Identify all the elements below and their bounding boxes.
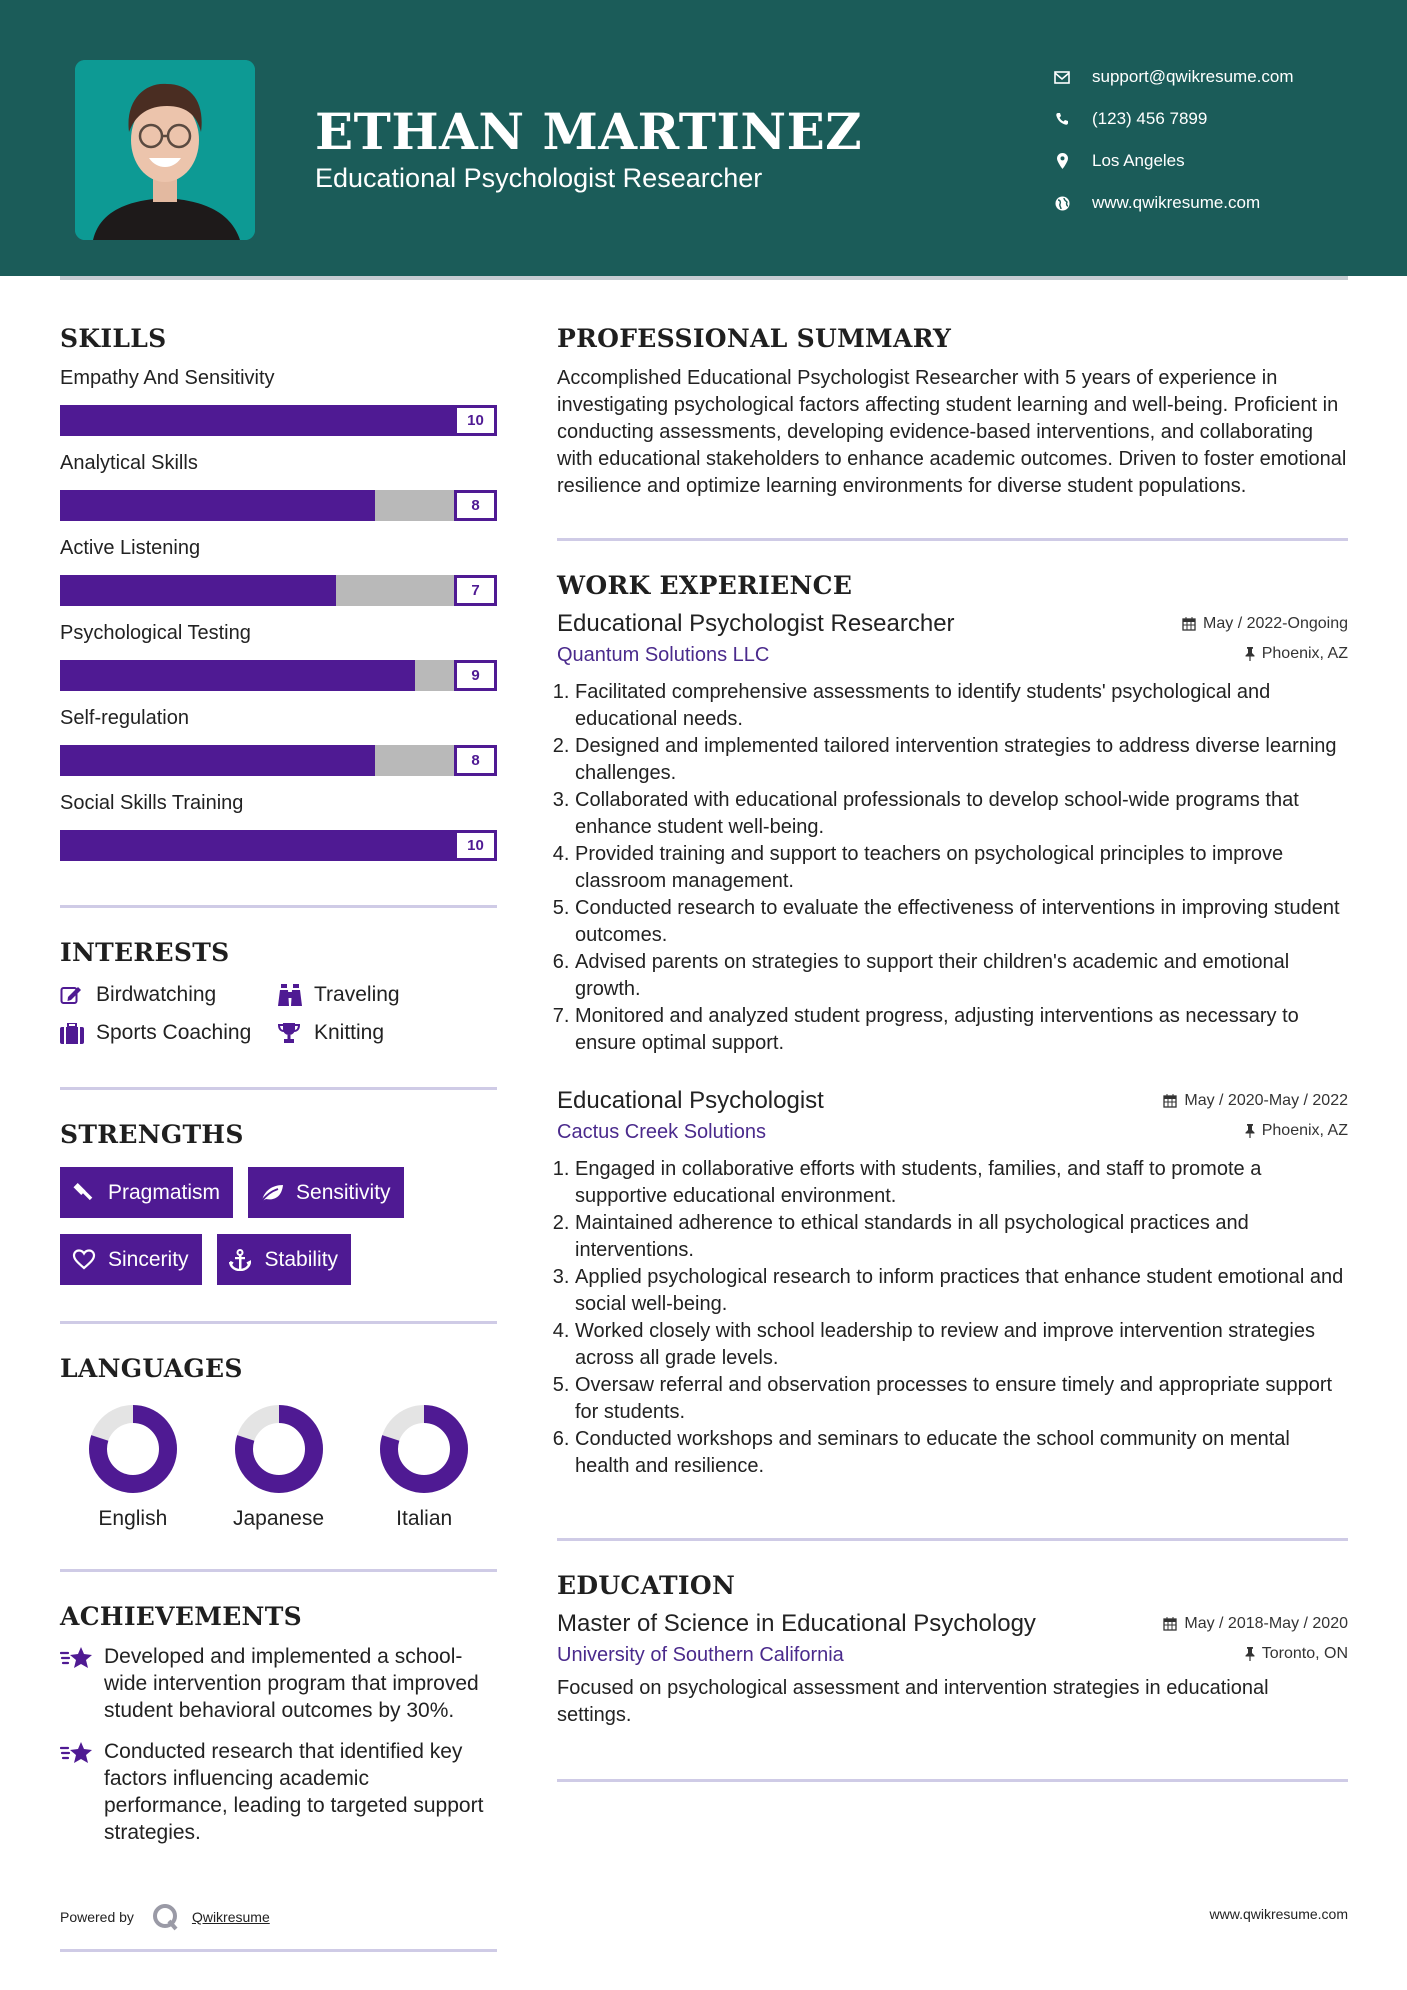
job-duties-list: [557, 679, 1348, 1057]
job-entry: [557, 1087, 1348, 1480]
skill-bar-fill: [60, 745, 375, 776]
job-header: [557, 1087, 1348, 1115]
header-divider: [60, 276, 1348, 280]
skill-bar-fill: [60, 575, 336, 606]
job-entry: [557, 610, 1348, 1057]
language-donut-chart: [235, 1405, 323, 1493]
languages-heading: LANGUAGES: [60, 1354, 243, 1383]
duty-item: 5. Oversaw referral and observation processes to ensure timely and appropriate support for students.: [575, 1372, 1348, 1426]
phone-icon: [1050, 112, 1074, 126]
strength-badge: [60, 1234, 202, 1285]
duty-item: 4. Provided training and support to teachers on psychological principles to improve classroom management.: [575, 841, 1348, 895]
education-date: [1163, 1615, 1348, 1633]
skill-label: Self-regulation: [60, 707, 189, 729]
achievement-item: [60, 1738, 497, 1846]
section-divider: [60, 905, 497, 908]
strengths-heading: STRENGTHS: [60, 1120, 244, 1149]
interests-heading: INTERESTS: [60, 938, 230, 967]
education-subheader: [557, 1644, 1348, 1667]
language-donut-chart: [380, 1405, 468, 1493]
section-divider: [60, 1949, 497, 1952]
skill-bar-fill: [60, 660, 415, 691]
job-date-text: May / 2020-May / 2022: [1184, 1092, 1348, 1109]
work-section: [557, 571, 1348, 1541]
summary-heading: PROFESSIONAL SUMMARY: [557, 324, 952, 353]
job-location: [1245, 645, 1348, 663]
strength-label: Stability: [264, 1247, 339, 1271]
strength-label: Sincerity: [108, 1247, 189, 1271]
strength-badge: [248, 1167, 404, 1218]
strength-label: Sensitivity: [296, 1180, 391, 1204]
skill-bar-fill: [60, 490, 375, 521]
work-heading: WORK EXPERIENCE: [557, 571, 853, 600]
strengths-section: [60, 1120, 497, 1324]
binoculars-icon: [278, 984, 304, 1006]
job-duties-list: [557, 1156, 1348, 1480]
interest-item: [278, 983, 478, 1007]
achievements-section: [60, 1602, 497, 1846]
map-marker-icon: [1050, 153, 1074, 169]
pushpin-icon: [1245, 1124, 1255, 1138]
interest-label: Sports Coaching: [96, 1021, 252, 1044]
duty-item: 3. Collaborated with educational professionals to develop school-wide programs that enhance student well-being.: [575, 787, 1348, 841]
section-divider: [60, 1087, 497, 1090]
job-title: Educational Psychologist Researcher: [557, 610, 955, 637]
company-name: Quantum Solutions LLC: [557, 644, 770, 666]
skill-label: Active Listening: [60, 537, 201, 559]
achievement-text: Developed and implemented a school-wide intervention program that improved student behavioral outcomes by 30%.: [104, 1645, 479, 1722]
duty-item: 4. Worked closely with school leadership to review and improve intervention strategies across all grade levels.: [575, 1318, 1348, 1372]
strength-badge: [60, 1167, 233, 1218]
languages-list: [60, 1405, 497, 1531]
job-header: [557, 610, 1348, 638]
contact-list: [1050, 56, 1294, 224]
leaf-icon: [260, 1183, 286, 1203]
contact-location-text: Los Angeles: [1092, 151, 1185, 170]
job-title: Educational Psychologist: [557, 1087, 824, 1114]
language-item: [206, 1405, 352, 1531]
interest-item: [60, 1021, 278, 1045]
contact-phone-text: (123) 456 7899: [1092, 109, 1208, 128]
education-header: [557, 1610, 1348, 1638]
qwikresume-logo-icon: [152, 1903, 180, 1931]
language-label: Italian: [396, 1507, 453, 1530]
section-divider: [557, 1538, 1348, 1541]
job-subheader: [557, 1121, 1348, 1144]
education-date-text: May / 2018-May / 2020: [1184, 1615, 1348, 1632]
contact-location: [1050, 140, 1294, 182]
skill-score: 7: [454, 575, 497, 606]
contact-phone[interactable]: [1050, 98, 1294, 140]
globe-icon: [1050, 196, 1074, 211]
education-location: [1245, 1645, 1348, 1663]
job-location-text: Phoenix, AZ: [1261, 645, 1348, 662]
summary-text: Accomplished Educational Psychologist Researcher with 5 years of experience in investigating psychological factors affecting student learning and well-being. Proficient in conducting assessments, developing evidence-based interventions, and collaborating with educational stakeholders to enhance academic outcomes. Driven to foster emotional resilience and optimize learning environments for diverse student populations.: [557, 367, 1347, 497]
edit-icon: [60, 985, 86, 1005]
language-donut-chart: [89, 1405, 177, 1493]
skill-bar: [60, 490, 497, 521]
achievements-heading: ACHIEVEMENTS: [60, 1602, 302, 1631]
calendar-icon: [1182, 617, 1196, 631]
skill-label: Social Skills Training: [60, 792, 244, 814]
duty-item: 1. Facilitated comprehensive assessments to identify students' psychological and educational needs.: [575, 679, 1348, 733]
section-divider: [557, 538, 1348, 541]
right-column: [557, 320, 1348, 1782]
duty-item: 2. Designed and implemented tailored intervention strategies to address diverse learning challenges.: [575, 733, 1348, 787]
duty-item: 5. Conducted research to evaluate the effectiveness of interventions in improving student outcomes.: [575, 895, 1348, 949]
candidate-title: Educational Psychologist Researcher: [315, 163, 763, 193]
interest-label: Traveling: [314, 983, 400, 1006]
skills-list: [60, 363, 497, 861]
skill-score: 9: [454, 660, 497, 691]
interest-label: Knitting: [314, 1021, 385, 1044]
section-divider: [60, 1321, 497, 1324]
qwikresume-link[interactable]: Qwikresume: [191, 1909, 270, 1925]
skills-section: [60, 324, 497, 908]
envelope-icon: [1050, 71, 1074, 84]
contact-website-text: www.qwikresume.com: [1092, 193, 1261, 212]
summary-section: [557, 324, 1348, 541]
interest-item: [60, 983, 278, 1007]
language-item: [351, 1405, 497, 1531]
person-portrait-icon: [75, 60, 255, 240]
skill-label: Psychological Testing: [60, 622, 251, 644]
contact-email[interactable]: [1050, 56, 1294, 98]
duty-item: 2. Maintained adherence to ethical standards in all psychological practices and interventions.: [575, 1210, 1348, 1264]
skill-score: 8: [454, 490, 497, 521]
education-heading: EDUCATION: [557, 1571, 736, 1600]
skills-heading: SKILLS: [60, 324, 167, 353]
heart-icon: [72, 1249, 98, 1270]
language-label: English: [98, 1507, 168, 1530]
skill-score: 10: [454, 405, 497, 436]
languages-section: [60, 1354, 497, 1572]
skill-label: Empathy And Sensitivity: [60, 367, 275, 389]
job-date-text: May / 2022-Ongoing: [1203, 615, 1348, 632]
strengths-list: [60, 1167, 480, 1285]
language-item: [60, 1405, 206, 1531]
strength-label: Pragmatism: [108, 1180, 221, 1204]
interest-item: [278, 1021, 478, 1045]
skill-bar: [60, 830, 497, 861]
candidate-name: ETHAN MARTINEZ: [315, 102, 863, 161]
duty-item: 3. Applied psychological research to inform practices that enhance student emotional and social well-being.: [575, 1264, 1348, 1318]
job-location: [1245, 1122, 1348, 1140]
duty-item: 6. Advised parents on strategies to support their children's academic and emotional growth.: [575, 949, 1348, 1003]
education-location-text: Toronto, ON: [1261, 1645, 1348, 1662]
skill-bar: [60, 745, 497, 776]
suitcase-icon: [60, 1023, 86, 1044]
calendar-icon: [1163, 1094, 1177, 1108]
section-divider: [557, 1779, 1348, 1782]
duty-item: 6. Conducted workshops and seminars to educate the school community on mental health and resilience.: [575, 1426, 1348, 1480]
trophy-icon: [278, 1023, 304, 1043]
resume-header: [0, 0, 1407, 276]
calendar-icon: [1163, 1617, 1177, 1631]
interest-label: Birdwatching: [96, 983, 217, 1006]
job-date: [1182, 615, 1348, 633]
gavel-icon: [72, 1182, 98, 1204]
section-divider: [60, 1569, 497, 1572]
pushpin-icon: [1245, 1647, 1255, 1661]
achievement-item: [60, 1643, 497, 1724]
interests-list: [60, 983, 497, 1045]
degree-title: Master of Science in Educational Psychology: [557, 1610, 1036, 1637]
contact-website[interactable]: [1050, 182, 1294, 224]
education-section: [557, 1571, 1348, 1782]
education-description: Focused on psychological assessment and intervention strategies in educational settings.: [557, 1677, 1269, 1726]
duty-item: 7. Monitored and analyzed student progress, adjusting interventions as necessary to ensure optimal support.: [575, 1003, 1348, 1057]
job-location-text: Phoenix, AZ: [1261, 1122, 1348, 1139]
skill-bar: [60, 405, 497, 436]
company-name: Cactus Creek Solutions: [557, 1121, 766, 1143]
powered-by: [60, 1903, 270, 1931]
footer-website[interactable]: www.qwikresume.com: [1209, 1906, 1348, 1922]
school-name: University of Southern California: [557, 1644, 844, 1666]
anchor-icon: [229, 1249, 255, 1271]
achievement-text: Conducted research that identified key factors influencing academic performance, leading to targeted support strategies.: [104, 1740, 484, 1844]
strength-badge: [217, 1234, 352, 1285]
star-icon: [60, 1738, 104, 1846]
profile-photo: [75, 60, 255, 240]
skill-bar: [60, 660, 497, 691]
powered-by-text: Powered by: [60, 1909, 134, 1925]
star-icon: [60, 1643, 104, 1724]
pushpin-icon: [1245, 647, 1255, 661]
interests-section: [60, 938, 497, 1090]
language-label: Japanese: [232, 1507, 325, 1530]
job-subheader: [557, 644, 1348, 667]
job-date: [1163, 1092, 1348, 1110]
skill-bar-fill: [60, 830, 497, 861]
skill-bar-fill: [60, 405, 497, 436]
skill-score: 10: [454, 830, 497, 861]
skill-bar: [60, 575, 497, 606]
duty-item: 1. Engaged in collaborative efforts with students, families, and staff to promote a supportive educational environment.: [575, 1156, 1348, 1210]
skill-score: 8: [454, 745, 497, 776]
skill-label: Analytical Skills: [60, 452, 198, 474]
left-column: [60, 320, 497, 1846]
contact-email-text: support@qwikresume.com: [1092, 67, 1294, 86]
